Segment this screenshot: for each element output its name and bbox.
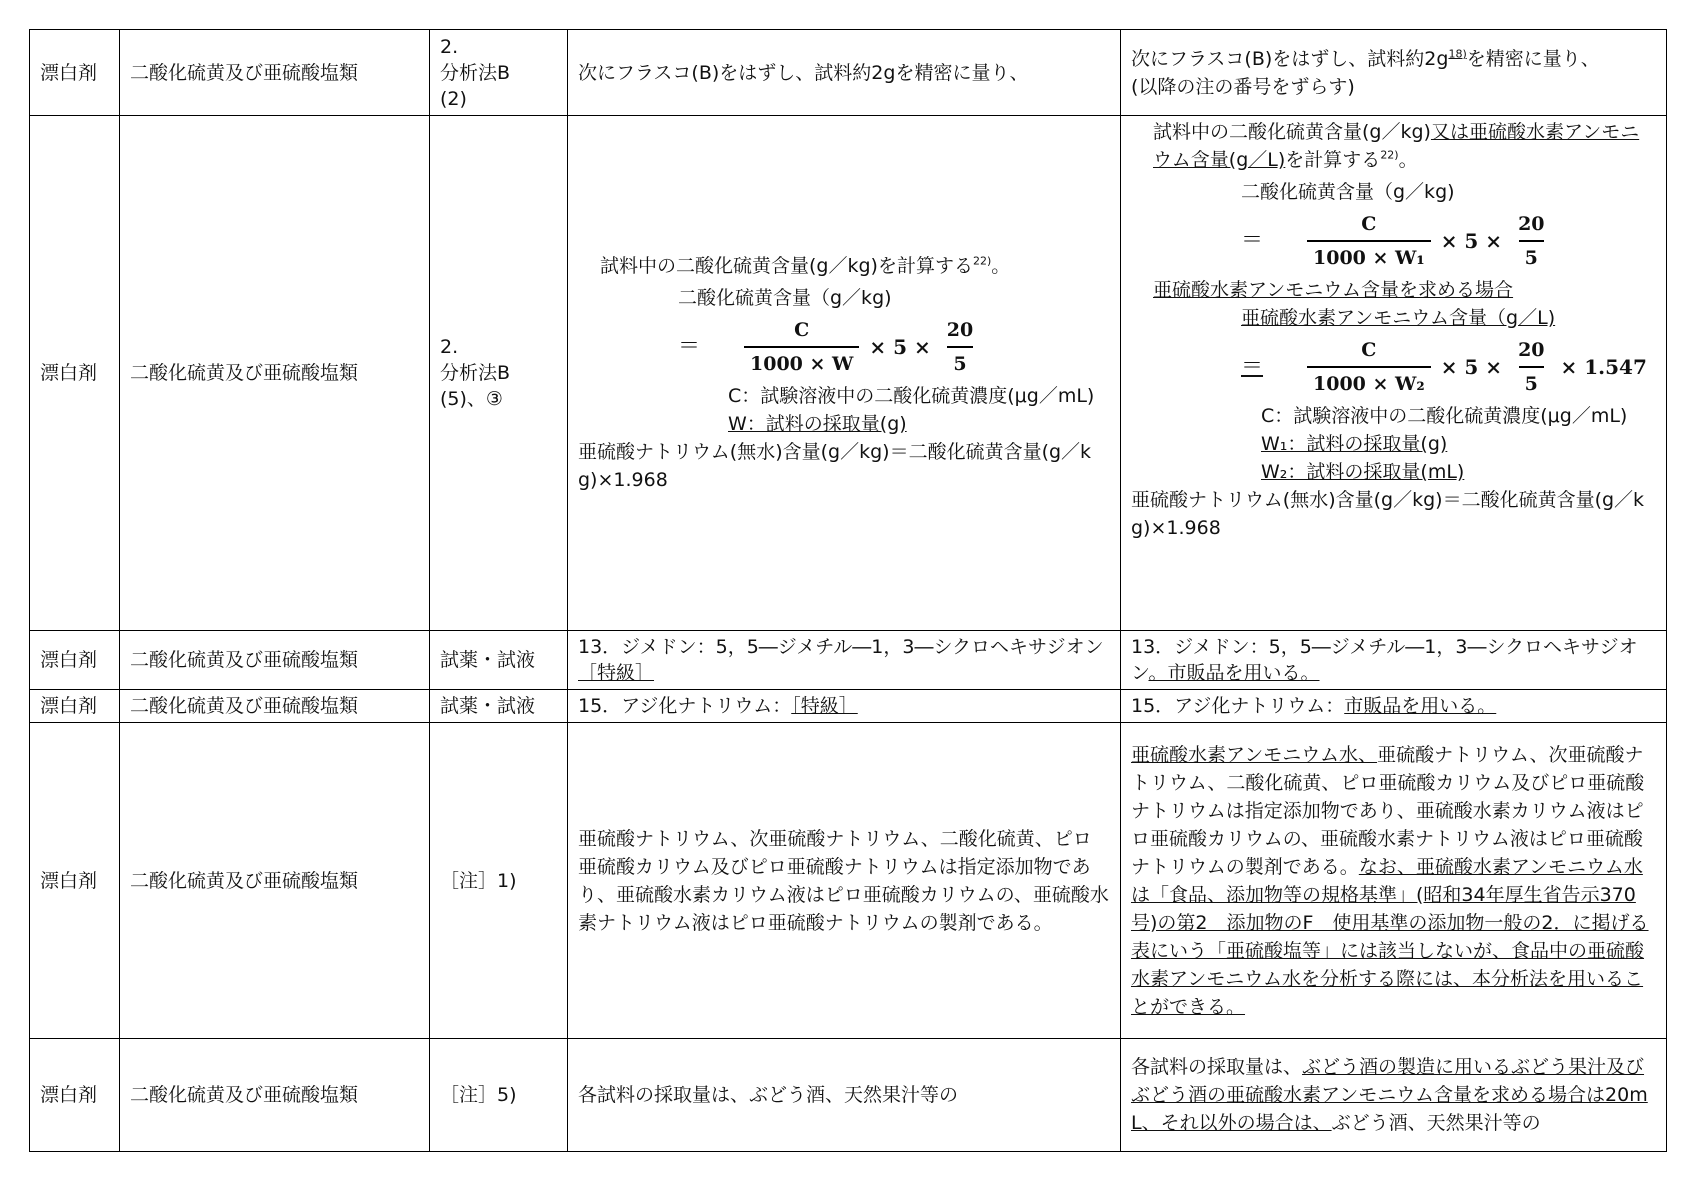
fraction [941,316,979,378]
formula-title: 亜硫酸水素アンモニウム含量（g／L) [1241,307,1556,329]
old-text-cell [568,631,1121,690]
fraction [1512,336,1550,398]
denominator: 1000 × W [744,346,859,378]
new-text: 15．アジ化ナトリウム： [1131,695,1345,717]
equals-sign: ＝ [1241,228,1264,253]
formula-row [1241,210,1656,272]
new-text-cell [1121,1039,1667,1152]
intro-end: 。 [1398,149,1418,171]
multiplier: × 5 × [869,335,931,359]
denominator: 1000 × W₂ [1307,366,1431,398]
equals-sign: ＝ [1241,354,1264,379]
definition-w2: W₂：試料の採取量(mL) [1261,461,1465,483]
new-text-cell [1121,631,1667,690]
old-text-cell: 亜硫酸ナトリウム、次亜硫酸ナトリウム、二酸化硫黄、ピロ亜硫酸カリウム及びピロ亜硫酸ナトリウムは指定添加物であり、亜硫酸水素カリウム液はピロ亜硫酸カリウムの、亜硫酸水素ナトリウム液はピロ亜硫酸ナトリウムの製剤である。 [568,723,1121,1039]
table-row [30,30,1667,116]
comparison-table [29,29,1667,1152]
new-added-text: 亜硫酸水素アンモニウム水、 [1131,743,1378,766]
old-text-cell: 各試料の採取量は、ぶどう酒、天然果汁等の [568,1039,1121,1152]
new-text: 次にフラスコ(B)をはずし、試料約2g [1131,47,1449,70]
category-cell: 漂白剤 [30,690,120,723]
item-cell: 二酸化硫黄及び亜硫酸塩類 [120,1039,430,1152]
old-text: 13．ジメドン：5，5―ジメチル―1，3―シクロヘキサジオン [578,636,1104,658]
category-cell: 漂白剤 [30,30,120,116]
item-cell: 二酸化硫黄及び亜硫酸塩類 [120,723,430,1039]
new-text-cell [1121,116,1667,631]
new-text-cell [1121,723,1667,1039]
case-heading: 亜硫酸水素アンモニウム含量を求める場合 [1153,279,1514,301]
category-cell: 漂白剤 [30,723,120,1039]
denominator: 5 [1519,366,1544,398]
numerator: 20 [946,319,974,341]
new-text-cell [1121,690,1667,723]
formula-row [678,316,1110,378]
fraction [1307,210,1431,272]
numerator: C [794,319,810,341]
table-row [30,723,1667,1039]
new-changed-text: 市販品を用いる。 [1344,695,1497,717]
footnote-ref: 18) [1448,47,1467,61]
formula-block [678,284,1110,378]
fraction [744,316,859,378]
formula-intro [578,252,1110,280]
denominator: 5 [947,346,972,378]
denominator: 1000 × W₁ [1307,240,1431,272]
old-text: 15．アジ化ナトリウム： [578,695,792,717]
multiplier: × 5 × [1440,355,1503,379]
formula-block [1241,304,1656,398]
numerator: C [1361,213,1377,235]
definition-c: C：試験溶液中の二酸化硫黄濃度(μg／mL) [728,385,1095,407]
definition-w1: W₁：試料の採取量(g) [1261,433,1448,455]
footnote-ref: 22) [972,254,992,268]
multiplier: × 1.547 [1560,355,1647,379]
numerator: C [1361,339,1377,361]
formula-intro [1131,118,1656,174]
table-row [30,1039,1667,1152]
new-added-text: ぶどう酒の製造に用いるぶどう果汁及びぶどう酒の亜硫酸水素アンモニウム含量を求める場合は20mL、それ以外の場合は、 [1131,1056,1648,1134]
section-cell: 試薬・試液 [430,690,568,723]
fraction [1307,336,1431,398]
equals-sign: ＝ [678,334,701,359]
new-text: 亜硫酸ナトリウム、次亜硫酸ナトリウム、二酸化硫黄、ピロ亜硫酸カリウム及びピロ亜硫酸ナトリウムは指定添加物であり、亜硫酸水素カリウム液はピロ亜硫酸カリウムの、亜硫酸水素ナトリウム液はピロ亜硫酸ナトリウムの製剤である。 [1131,743,1645,878]
new-text: 各試料の採取量は、 [1131,1056,1303,1078]
multiplier: × 5 × [1440,229,1503,253]
formula-title: 二酸化硫黄含量（g／kg) [678,287,892,309]
section-cell: 2. 分析法B (2) [430,30,568,116]
fraction [1512,210,1550,272]
definition-c: C：試験溶液中の二酸化硫黄濃度(μg／mL) [1261,405,1628,427]
intro-end: 。 [991,255,1011,277]
category-cell: 漂白剤 [30,631,120,690]
new-text: ぶどう酒、天然果汁等の [1331,1112,1541,1134]
item-cell: 二酸化硫黄及び亜硫酸塩類 [120,631,430,690]
table-row [30,631,1667,690]
item-cell: 二酸化硫黄及び亜硫酸塩類 [120,690,430,723]
numerator: 20 [1518,213,1545,235]
section-cell: ［注］5) [430,1039,568,1152]
old-text-cell: 次にフラスコ(B)をはずし、試料約2gを精密に量り、 [568,30,1121,116]
formula-title: 二酸化硫黄含量（g／kg) [1241,181,1455,203]
definition-w: W：試料の採取量(g) [728,413,907,435]
old-changed-text: ［特級］ [791,695,858,717]
numerator: 20 [1518,339,1545,361]
new-text-cell [1121,30,1667,116]
table-row [30,116,1667,631]
intro-text: 試料中の二酸化硫黄含量(g／kg) [1153,121,1431,143]
category-cell: 漂白剤 [30,116,120,631]
new-text: (以降の注の番号をずらす) [1131,75,1355,98]
intro-text: を計算する [1285,149,1381,171]
new-text: 13．ジメドン：5，5―ジメチル―1，3―シクロヘキサジオン [1131,636,1638,684]
old-changed-text: ［特級］ [578,662,655,684]
new-changed-text: 。市販品を用いる。 [1148,662,1320,684]
formula-block [1241,178,1656,272]
section-cell: ［注］1) [430,723,568,1039]
table-row [30,690,1667,723]
conversion-text: 亜硫酸ナトリウム(無水)含量(g／kg)＝二酸化硫黄含量(g／kg)×1.968 [1131,489,1645,539]
intro-added-text: 又は亜硫酸水素アンモニウム含量(g／L) [1153,121,1640,171]
footnote-ref: 22) [1380,148,1399,162]
new-added-text: なお、亜硫酸水素アンモニウム水は「食品、添加物等の規格基準」(昭和34年厚生省告示370号)の第2 添加物のF 使用基準の添加物一般の2．に掲げる表にいう「亜硫酸塩等」には該当しないが、食品中の亜硫酸水素アンモニウム水を分析する際には、本分析法を用いることができる。 [1131,855,1649,1018]
item-cell: 二酸化硫黄及び亜硫酸塩類 [120,116,430,631]
section-cell: 試薬・試液 [430,631,568,690]
denominator: 5 [1519,240,1544,272]
old-text-cell [568,690,1121,723]
formula-row [1241,336,1656,398]
category-cell: 漂白剤 [30,1039,120,1152]
new-text: を精密に量り、 [1466,47,1600,70]
section-cell: 2. 分析法B (5)、③ [430,116,568,631]
old-text-cell [568,116,1121,631]
intro-text: 試料中の二酸化硫黄含量(g／kg)を計算する [600,255,973,277]
conversion-text: 亜硫酸ナトリウム(無水)含量(g／kg)＝二酸化硫黄含量(g／kg)×1.968 [578,441,1092,491]
item-cell: 二酸化硫黄及び亜硫酸塩類 [120,30,430,116]
